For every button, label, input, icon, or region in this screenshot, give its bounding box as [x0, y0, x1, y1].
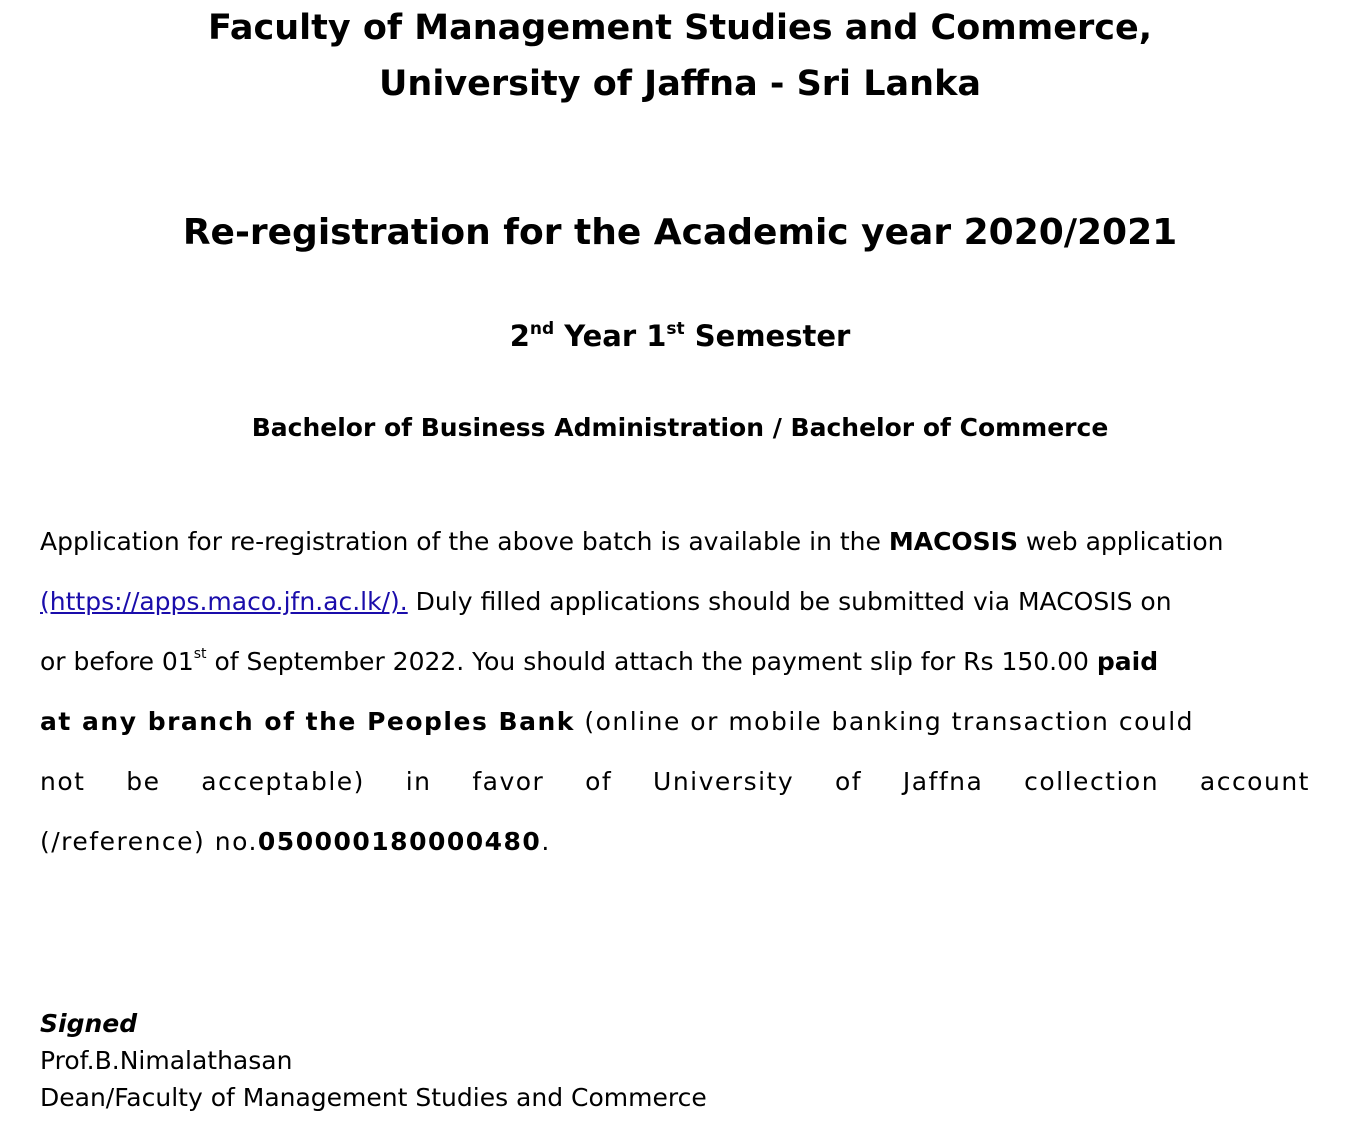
body-line-5-word: of [585, 767, 613, 796]
body-line-5-word: collection [1024, 767, 1160, 796]
year-number: 2 [509, 319, 530, 353]
year-word: Year [554, 319, 647, 353]
body-line-5-word: University [653, 767, 795, 796]
degree-heading: Bachelor of Business Administration / Bachelor of Commerce [251, 413, 1109, 442]
body-line-1-content [40, 512, 1223, 572]
body-line-5 [40, 752, 1310, 812]
body-line-5-word: not [40, 767, 86, 796]
signature-block [40, 1005, 707, 1116]
body-text-3: Duly filled applications should be submitted via MACOSIS on [407, 587, 1172, 616]
signatory-name: Prof.B.Nimalathasan [40, 1046, 293, 1075]
semester-number: 1 [646, 319, 667, 353]
body-line-5-word: in [405, 767, 432, 796]
body-line-5-word: be [126, 767, 161, 796]
title-line-2: University of Jaffna - Sri Lanka [379, 64, 981, 104]
app-name: MACOSIS [888, 527, 1018, 556]
body-paragraph [40, 512, 1310, 872]
macosis-link[interactable]: (https://apps.maco.jfn.ac.lk/). [40, 587, 408, 616]
semester-suffix: st [666, 319, 685, 339]
body-text-5: of September 2022. You should attach the payment slip for Rs 150.00 [206, 647, 1097, 676]
semester-word: Semester [684, 319, 851, 353]
account-number: 050000180000480 [257, 827, 542, 856]
signed-label: Signed [40, 1009, 138, 1038]
year-suffix: nd [529, 319, 555, 339]
body-text-1: Application for re-registration of the above batch is available in the [40, 527, 889, 556]
date-suffix: st [193, 646, 207, 662]
bold-text-2: at any branch of the Peoples Bank [40, 707, 575, 736]
semester-heading [0, 314, 1360, 358]
body-line-5-word: account [1199, 767, 1310, 796]
body-line-5-word: acceptable) [201, 767, 365, 796]
body-line-5-word: of [834, 767, 863, 796]
bold-text-1: paid [1096, 647, 1159, 676]
body-line-3 [40, 632, 1310, 692]
body-line-5-word: favor [472, 767, 545, 796]
document-title [0, 0, 1360, 112]
body-text-2: web application [1017, 527, 1224, 556]
body-text-7: (/reference) no. [40, 827, 258, 856]
signatory-title: Dean/Faculty of Management Studies and Commerce [40, 1083, 707, 1112]
body-line-4 [40, 692, 1310, 752]
body-text-8: . [541, 827, 551, 856]
body-line-2 [40, 572, 1310, 632]
body-line-5-word: Jaffna [902, 767, 984, 796]
title-line-1: Faculty of Management Studies and Commerce, [207, 8, 1153, 48]
body-line-6 [40, 812, 1310, 872]
body-text-4: or before 01 [40, 647, 194, 676]
document-subtitle: Re-registration for the Academic year 2020/2021 [182, 212, 1178, 253]
body-line-1 [40, 512, 1310, 572]
body-text-6: (online or mobile banking transaction could [574, 707, 1195, 736]
